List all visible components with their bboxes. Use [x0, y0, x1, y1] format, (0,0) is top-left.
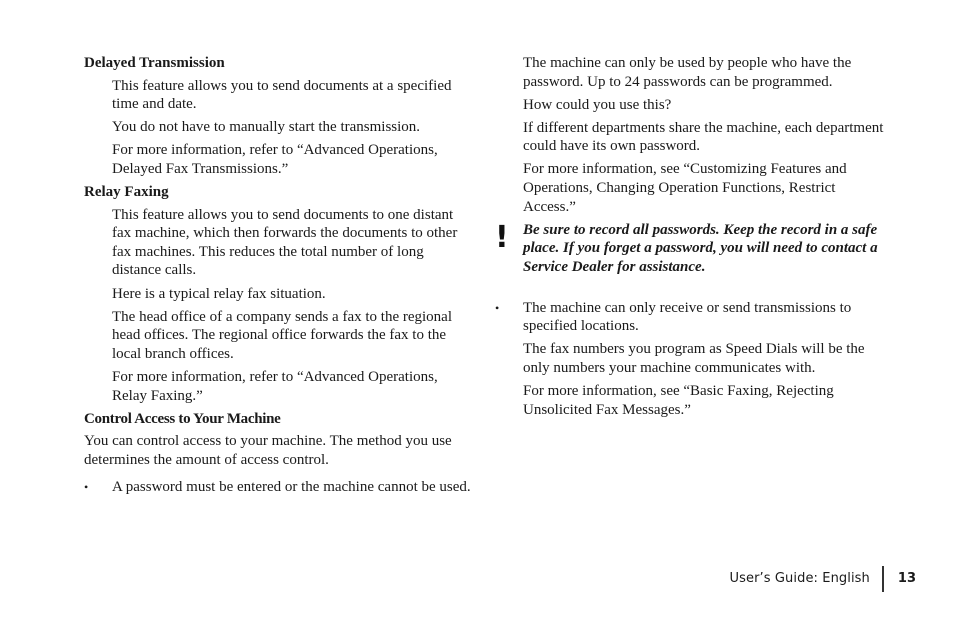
section-heading-control-access: Control Access to Your Machine [84, 410, 281, 427]
paragraph: This feature allows you to send documents to one distant fax machine, which then forwards the documents to other fax machines. This reduces the total number of long distance calls. [112, 206, 458, 279]
page-footer [730, 566, 917, 592]
left-column [84, 54, 476, 501]
paragraph: You can control access to your machine. The method you use determines the amount of access control. [84, 433, 452, 468]
bullet-item [495, 299, 885, 336]
paragraph: For more information, see “Customizing Features and Operations, Changing Operation Functions, Restrict Access.” [523, 161, 847, 215]
paragraph: You do not have to manually start the transmission. [112, 119, 421, 136]
paragraph: If different departments share the machine, each department could have its own password. [523, 119, 884, 155]
bullet-icon: • [495, 300, 500, 315]
paragraph: How could you use this? [523, 96, 672, 113]
paragraph: The machine can only be used by people who have the password. Up to 24 passwords can be programmed. [523, 55, 852, 90]
paragraph: For more information, see “Basic Faxing, Rejecting Unsolicited Fax Messages.” [523, 382, 834, 418]
right-column [495, 54, 885, 424]
paragraph: For more information, refer to “Advanced Operations, Relay Faxing.” [112, 368, 438, 404]
section-heading-delayed-transmission: Delayed Transmission [84, 55, 225, 71]
footer-divider [882, 566, 884, 592]
exclamation-icon: ! [495, 219, 509, 255]
paragraph: Here is a typical relay fax situation. [112, 285, 326, 302]
bullet-text: The machine can only receive or send transmissions to specified locations. [523, 299, 852, 335]
paragraph: For more information, refer to “Advanced Operations, Delayed Fax Transmissions.” [112, 142, 438, 177]
paragraph: This feature allows you to send documents at a specified time and date. [112, 77, 452, 113]
bullet-icon: • [84, 480, 89, 495]
bullet-item [84, 478, 476, 497]
section-heading-relay-faxing: Relay Faxing [84, 184, 169, 201]
page-number: 13 [897, 570, 916, 586]
bullet-text: A password must be entered or the machine cannot be used. [112, 479, 471, 496]
footer-label: User’s Guide: English [729, 570, 870, 586]
warning-note [495, 219, 885, 277]
paragraph: The fax numbers you program as Speed Dials will be the only numbers your machine communicates with. [523, 341, 865, 376]
warning-text: Be sure to record all passwords. Keep the record in a safe place. If you forget a password, you will need to contact a Service Dealer for assistance. [523, 221, 878, 275]
paragraph: The head office of a company sends a fax to the regional head offices. The regional office forwards the fax to the local branch offices. [112, 308, 453, 362]
